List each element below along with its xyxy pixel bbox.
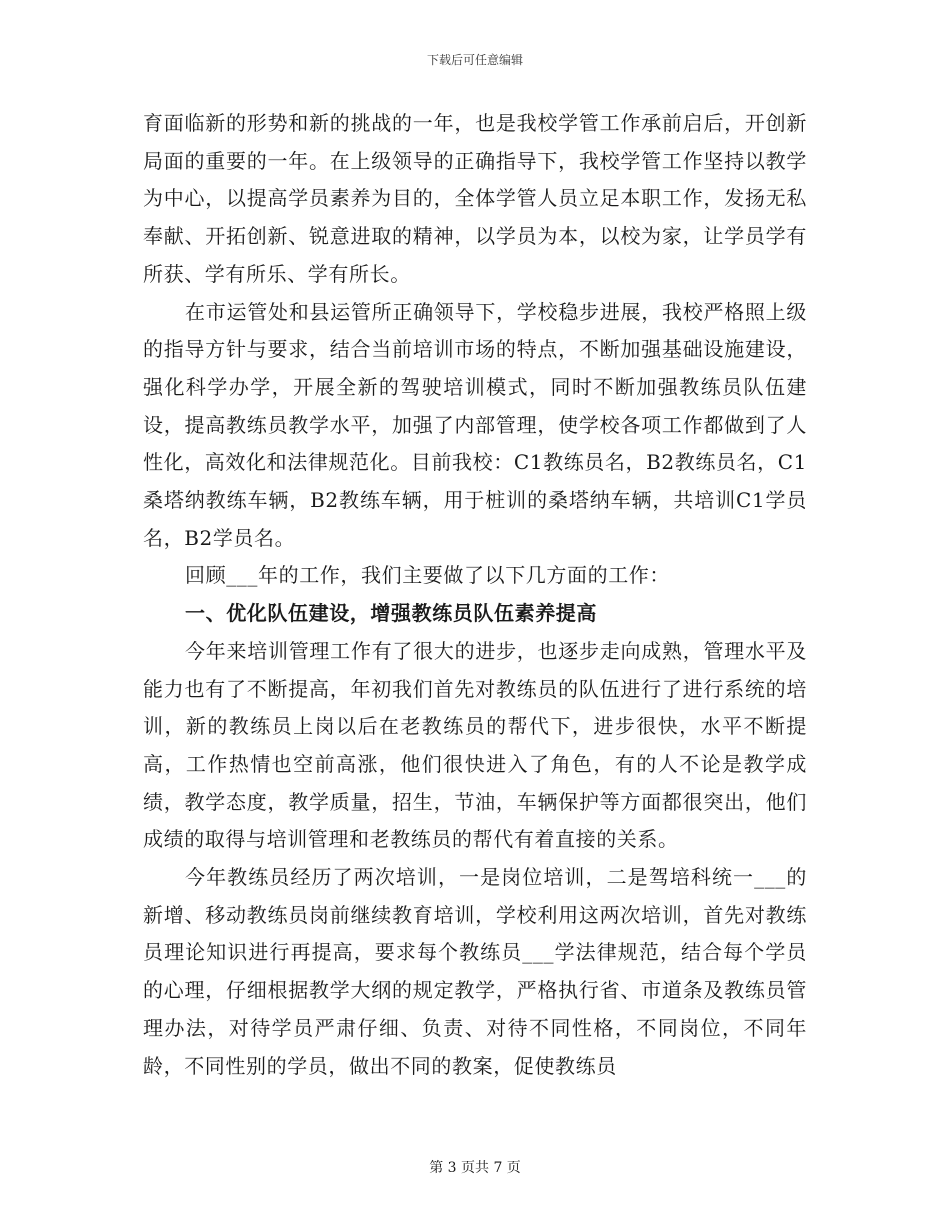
page-number: 第 3 页共 7 页 — [429, 1160, 521, 1176]
paragraph-1: 育面临新的形势和新的挑战的一年，也是我校学管工作承前启后，开创新局面的重要的一年。在上级领导的正确指导下，我校学管工作坚持以教学为中心，以提高学员素养为目的，全体学管人员立足本职工作，发扬无私奉献、开拓创新、锐意进取的精神，以学员为本，以校为家，让学员学有所获、学有所乐、学有所长。 — [143, 111, 807, 286]
paragraph-5: 今年教练员经历了两次培训，一是岗位培训，二是驾培科统一___的新增、移动教练员岗前继续教育培训，学校利用这两次培训，首先对教练员理论知识进行再提高，要求每个教练员___学法律规范，结合每个学员的心理，仔细根据教学大纲的规定教学，严格执行省、市道条及教练员管理办法，对待学员严肃仔细、负责、对待不同性格，不同岗位，不同年龄，不同性别的学员，做出不同的教案，促使教练员 — [143, 865, 807, 1078]
paragraph-4: 今年来培训管理工作有了很大的进步，也逐步走向成熟，管理水平及能力也有了不断提高，年初我们首先对教练员的队伍进行了进行系统的培训，新的教练员上岗以后在老教练员的帮代下，进步很快，水平不断提高，工作热情也空前高涨，他们很快进入了角色，有的人不论是教学成绩，教学态度，教学质量，招生，节油，车辆保护等方面都很突出，他们成绩的取得与培训管理和老教练员的帮代有着直接的关系。 — [143, 638, 807, 852]
section-heading-1: 一、优化队伍建设，增强教练员队伍素养提高 — [185, 601, 597, 626]
page-header-note: 下载后可任意编辑 — [426, 53, 523, 67]
paragraph-2: 在市运管处和县运管所正确领导下，学校稳步进展，我校严格照上级的指导方针与要求，结合当前培训市场的特点，不断加强基础设施建设，强化科学办学，开展全新的驾驶培训模式，同时不断加强教练员队伍建设，提高教练员教学水平，加强了内部管理，使学校各项工作都做到了人性化，高效化和法律规范化。目前我校：C1教练员名，B2教练员名，C1桑塔纳教练车辆，B2教练车辆，用于桩训的桑塔纳车辆，共培训C1学员名，B2学员名。 — [143, 299, 807, 550]
paragraph-3: 回顾___年的工作，我们主要做了以下几方面的工作： — [185, 563, 670, 588]
document-body — [143, 105, 807, 1085]
